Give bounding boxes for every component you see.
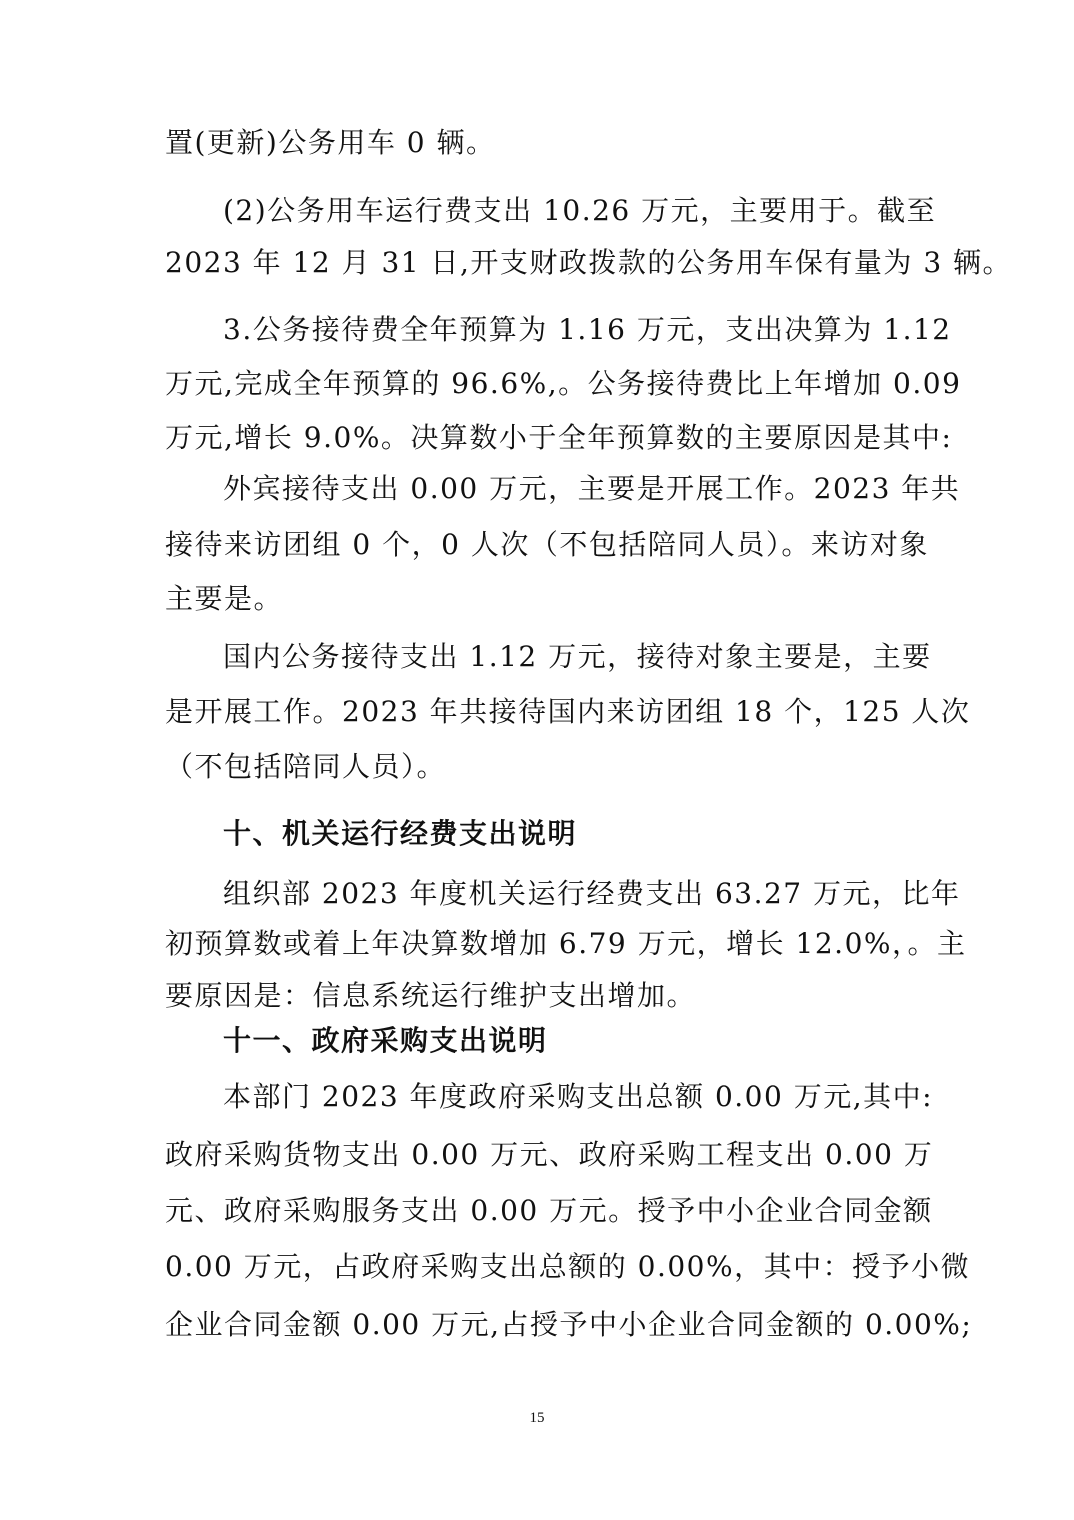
paragraph-line: 接待来访团组 0 个，0 人次（不包括陪同人员）。来访对象	[165, 528, 929, 561]
paragraph-line: 万元,增长 9.0%。决算数小于全年预算数的主要原因是其中:	[165, 421, 953, 454]
paragraph-line: 外宾接待支出 0.00 万元，主要是开展工作。2023 年共	[223, 472, 961, 505]
paragraph-line: 是开展工作。2023 年共接待国内来访团组 18 个，125 人次	[165, 695, 971, 728]
paragraph-line: 主要是。	[165, 582, 284, 615]
paragraph-line: 要原因是：信息系统运行维护支出增加。	[165, 979, 697, 1012]
paragraph-line: （不包括陪同人员）。	[165, 750, 447, 783]
page-number: 15	[529, 1410, 545, 1426]
paragraph-line: 元、政府采购服务支出 0.00 万元。授予中小企业合同金额	[165, 1194, 933, 1227]
section-heading: 十一、政府采购支出说明	[223, 1024, 548, 1057]
paragraph-line: 政府采购货物支出 0.00 万元、政府采购工程支出 0.00 万	[165, 1138, 934, 1171]
paragraph-line: 2023 年 12 月 31 日,开支财政拨款的公务用车保有量为 3 辆。	[165, 246, 1013, 279]
paragraph-line: 本部门 2023 年度政府采购支出总额 0.00 万元,其中:	[223, 1080, 934, 1113]
paragraph-line: 0.00 万元，占政府采购支出总额的 0.00%，其中：授予小微	[165, 1250, 971, 1283]
paragraph-line: (2)公务用车运行费支出 10.26 万元，主要用于。截至	[223, 194, 937, 227]
paragraph-line: 企业合同金额 0.00 万元,占授予中小企业合同金额的 0.00%;	[165, 1308, 973, 1341]
paragraph-line: 置(更新)公务用车 0 辆。	[165, 126, 496, 159]
paragraph-line: 国内公务接待支出 1.12 万元，接待对象主要是，主要	[223, 640, 932, 673]
paragraph-line: 初预算数或着上年决算数增加 6.79 万元，增长 12.0%，。主	[165, 927, 967, 960]
section-heading: 十、机关运行经费支出说明	[223, 817, 578, 850]
paragraph-line: 万元,完成全年预算的 96.6%,。公务接待费比上年增加 0.09	[165, 367, 962, 400]
paragraph-line: 3.公务接待费全年预算为 1.16 万元，支出决算为 1.12	[223, 313, 952, 346]
paragraph-line: 组织部 2023 年度机关运行经费支出 63.27 万元，比年	[223, 877, 961, 910]
